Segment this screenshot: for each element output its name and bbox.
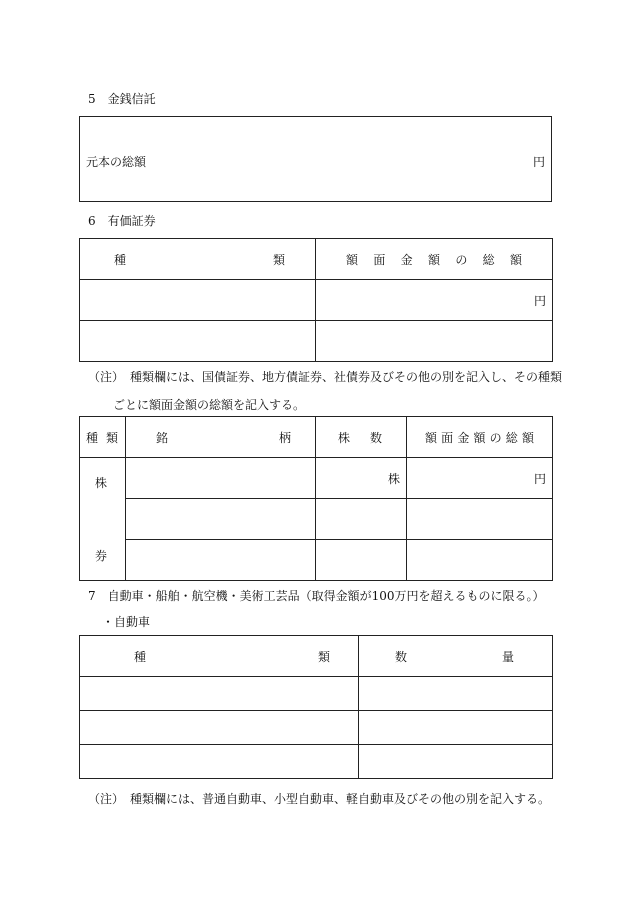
kabu-char: 株	[95, 476, 108, 490]
table-cell	[316, 280, 553, 321]
header-char: の	[455, 252, 468, 267]
securities-table	[79, 238, 553, 362]
section-7-title: 7 自動車・船舶・航空機・美術工芸品（取得金額が100万円を超えるものに限る。）	[88, 589, 545, 603]
header-char: 額	[425, 430, 438, 445]
automobile-note: （注） 種類欄には、普通自動車、小型自動車、軽自動車及びその他の別を記入する。	[88, 792, 551, 806]
header-face-value-total	[407, 417, 553, 458]
header-quantity	[359, 636, 553, 677]
table-header-row	[80, 239, 553, 280]
table-cell	[359, 711, 553, 745]
table-cell	[359, 677, 553, 711]
header-brand	[126, 417, 316, 458]
table-cell	[126, 499, 316, 540]
table-row	[80, 280, 553, 321]
header-char: 総	[482, 252, 495, 267]
table-cell	[80, 745, 359, 779]
header-char: 数	[395, 649, 408, 664]
yen-unit: 円	[533, 471, 546, 486]
header-char: 額	[346, 252, 359, 267]
header-char: 類	[317, 649, 330, 664]
header-type	[80, 239, 316, 280]
table-cell	[407, 458, 553, 499]
header-char: 額	[509, 252, 522, 267]
table-row	[80, 540, 553, 581]
header-face-value-total	[316, 239, 553, 280]
ken-char: 券	[95, 549, 108, 563]
header-char: 類	[105, 430, 118, 445]
table-cell	[316, 321, 553, 362]
header-char: 類	[272, 252, 285, 267]
table-cell	[126, 458, 316, 499]
header-char: 面	[441, 430, 454, 445]
table-cell	[80, 711, 359, 745]
table-header-row	[80, 417, 553, 458]
header-char: 金	[457, 430, 470, 445]
header-char: 数	[369, 430, 382, 445]
note-line-1: （注） 種類欄には、国債証券、地方債証券、社債券及びその他の別を記入し、その種類	[88, 370, 563, 384]
header-char: 額	[427, 252, 440, 267]
section-6-title: 6 有価証券	[88, 214, 156, 228]
table-row	[80, 321, 553, 362]
table-row	[80, 711, 553, 745]
header-type	[80, 636, 359, 677]
header-char: 金	[400, 252, 413, 267]
shares-unit: 株	[387, 471, 400, 486]
header-char: 種	[134, 649, 147, 664]
table-row	[80, 745, 553, 779]
header-char: 面	[373, 252, 386, 267]
table-header-row	[80, 636, 553, 677]
principal-total-label: 元本の総額	[86, 155, 147, 169]
table-cell	[407, 540, 553, 581]
yen-unit: 円	[533, 293, 546, 308]
note-line-2: ごとに額面金額の総額を記入する。	[113, 398, 306, 412]
stocks-table	[79, 416, 553, 581]
header-char: 種	[86, 430, 99, 445]
table-cell	[126, 540, 316, 581]
header-char: 銘	[156, 430, 169, 445]
yen-unit: 円	[532, 155, 545, 169]
table-cell	[316, 499, 407, 540]
table-cell	[316, 458, 407, 499]
money-trust-box	[79, 116, 552, 202]
table-row	[80, 499, 553, 540]
section-5-title: 5 金銭信託	[88, 92, 156, 106]
table-cell	[407, 499, 553, 540]
table-row	[80, 458, 553, 499]
table-row	[80, 677, 553, 711]
header-char: 種	[114, 252, 127, 267]
table-cell	[80, 321, 316, 362]
header-shares	[316, 417, 407, 458]
header-type	[80, 417, 126, 458]
table-cell	[316, 540, 407, 581]
automobile-table	[79, 635, 553, 779]
subsection-automobile: ・自動車	[102, 615, 151, 629]
header-char: 額	[473, 430, 486, 445]
header-char: 株	[338, 430, 351, 445]
header-char: 量	[501, 649, 514, 664]
table-cell	[80, 677, 359, 711]
stock-certificate-type-cell	[80, 458, 126, 581]
header-char: の	[489, 430, 502, 445]
header-char: 柄	[278, 430, 291, 445]
header-char: 総	[505, 430, 518, 445]
table-cell	[359, 745, 553, 779]
header-char: 額	[521, 430, 534, 445]
table-cell	[80, 280, 316, 321]
